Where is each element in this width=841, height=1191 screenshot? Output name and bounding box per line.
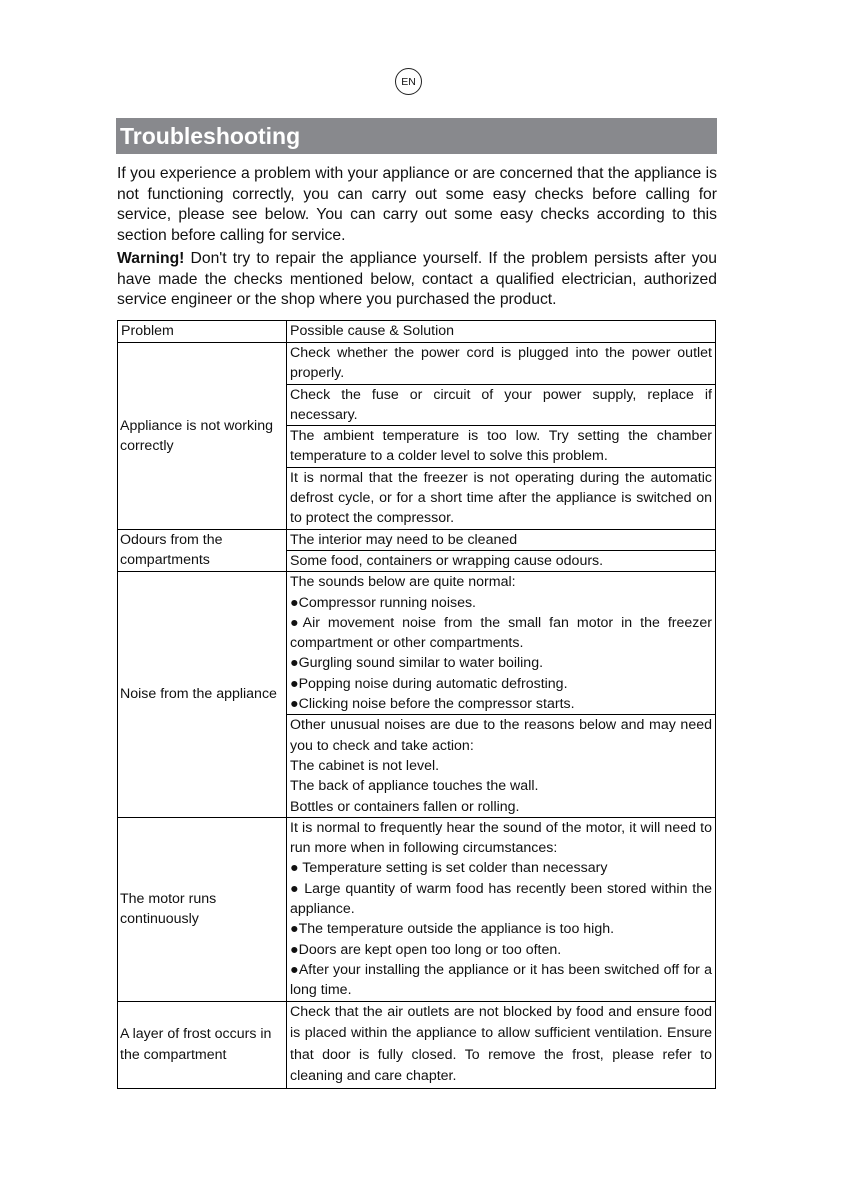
- table-row: [118, 817, 716, 1001]
- solution-line: ●Doors are kept open too long or too often.: [290, 941, 562, 958]
- problem-cell: Noise from the appliance: [118, 572, 287, 818]
- header-solution: Possible cause & Solution: [287, 321, 716, 343]
- solution-line: The back of appliance touches the wall.: [290, 778, 539, 795]
- solution-line: ●The temperature outside the appliance is too high.: [290, 921, 615, 938]
- solution-line: It is normal to frequently hear the sound of the motor, it will need to run more when in following circumstances:: [290, 819, 712, 857]
- solution-line: Bottles or containers fallen or rolling.: [290, 798, 520, 815]
- solution-cell: It is normal that the freezer is not operating during the automatic defrost cycle, or for a short time after the appliance is switched on to protect the compressor.: [287, 467, 716, 529]
- solution-line: The cabinet is not level.: [290, 757, 440, 774]
- troubleshooting-table: [117, 320, 716, 1089]
- table-row: [118, 572, 716, 715]
- solution-cell: Check that the air outlets are not blocked by food and ensure food is placed within the appliance to allow sufficient ventilation. Ensure that door is fully closed. To remove the frost, please refer to cleaning and care chapter.: [287, 1001, 716, 1088]
- section-title: Troubleshooting: [120, 123, 301, 149]
- table-row: [118, 343, 716, 385]
- solution-line: ●Gurgling sound similar to water boiling.: [290, 655, 544, 672]
- solution-line: ● Temperature setting is set colder than necessary: [290, 860, 608, 877]
- solution-cell: The interior may need to be cleaned: [287, 529, 716, 550]
- warning-label: Warning!: [117, 250, 185, 267]
- solution-line: ●After your installing the appliance or it has been switched off for a long time.: [290, 961, 712, 999]
- solution-cell: Check the fuse or circuit of your power supply, replace if necessary.: [287, 384, 716, 426]
- problem-cell: Appliance is not working correctly: [118, 343, 287, 530]
- section-title-bar: [116, 118, 717, 154]
- table-row: [118, 529, 716, 550]
- header-problem: Problem: [118, 321, 287, 343]
- solution-cell: [287, 572, 716, 715]
- intro-paragraph: If you experience a problem with your appliance or are concerned that the appliance is not functioning correctly, you can carry out some easy checks before calling for service, please see below. You can carry out some easy checks according to this section before calling for service.: [117, 165, 717, 245]
- language-badge: EN: [395, 68, 422, 95]
- solution-cell: The ambient temperature is too low. Try setting the chamber temperature to a colder level to solve this problem.: [287, 426, 716, 468]
- solution-line: ●Clicking noise before the compressor starts.: [290, 696, 575, 713]
- problem-cell: A layer of frost occurs in the compartment: [118, 1001, 287, 1088]
- solution-line: ● Large quantity of warm food has recently been stored within the appliance.: [290, 880, 712, 918]
- solution-cell: Some food, containers or wrapping cause odours.: [287, 550, 716, 571]
- solution-line: Other unusual noises are due to the reasons below and may need you to check and take action:: [290, 717, 712, 754]
- solution-line: The sounds below are quite normal:: [290, 574, 516, 591]
- problem-cell: Odours from the compartments: [118, 529, 287, 572]
- table-row: [118, 1001, 716, 1088]
- table-header-row: [118, 321, 716, 343]
- problem-cell: The motor runs continuously: [118, 817, 287, 1001]
- warning-text: Don't try to repair the appliance yourself. If the problem persists after you have made the checks mentioned below, contact a qualified electrician, authorized service engineer or the shop where you purchased the product.: [117, 250, 717, 309]
- warning-paragraph: [117, 249, 717, 311]
- solution-line: ●Popping noise during automatic defrosting.: [290, 675, 568, 692]
- solution-line: ●Compressor running noises.: [290, 594, 476, 611]
- solution-cell: [287, 817, 716, 1001]
- solution-cell: Check whether the power cord is plugged into the power outlet properly.: [287, 343, 716, 385]
- solution-cell: [287, 715, 716, 817]
- solution-line: ●Air movement noise from the small fan motor in the freezer compartment or other compartments.: [290, 614, 712, 652]
